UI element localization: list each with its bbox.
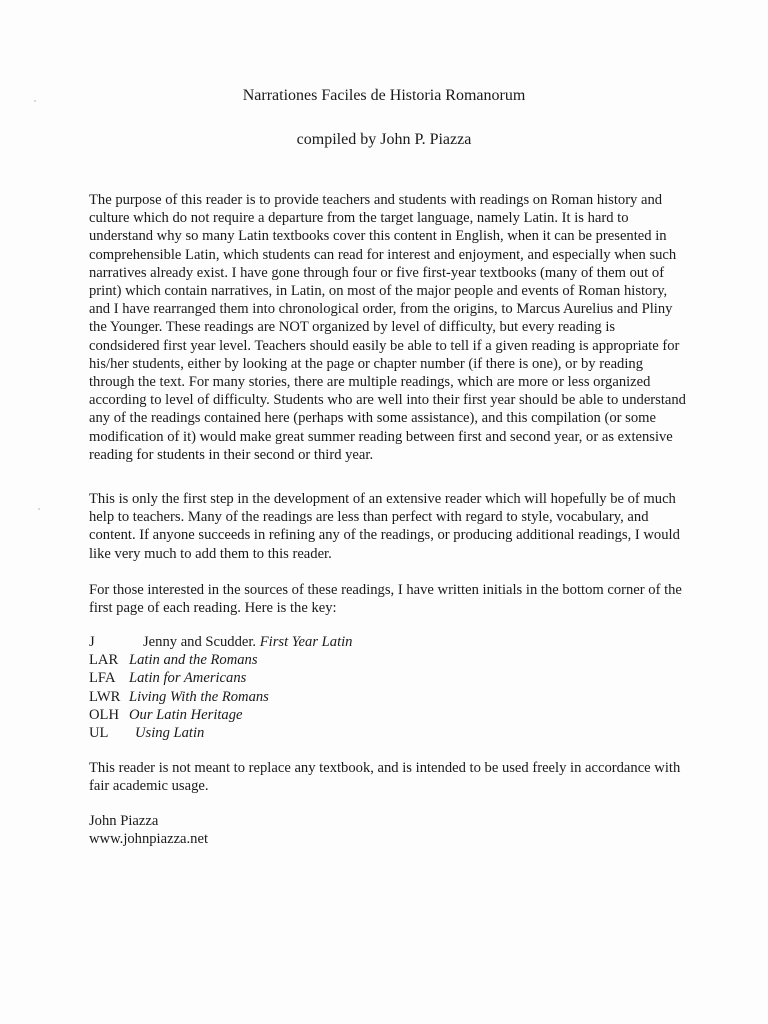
key-row xyxy=(89,706,689,724)
signature-block xyxy=(89,812,208,848)
scan-speck xyxy=(34,100,36,102)
key-row xyxy=(89,633,689,651)
key-title: Using Latin xyxy=(135,725,205,742)
paragraph-closing: This reader is not meant to replace any textbook, and is intended to be used freely in accordance with fair academic usage. xyxy=(89,760,681,795)
key-row xyxy=(89,669,689,687)
key-row xyxy=(89,651,689,669)
paragraph-sources: For those interested in the sources of these readings, I have written initials in the bottom corner of the first page of each reading. Here is the key: xyxy=(89,582,682,617)
key-row xyxy=(89,724,689,742)
document-title: Narrationes Faciles de Historia Romanorum xyxy=(242,87,526,104)
scan-speck xyxy=(38,508,40,510)
paragraph-first-step: This is only the first step in the development of an extensive reader which will hopefully be of much help to teachers. Many of the readings are less than perfect with regard to style, vocabulary, and content. If anyone succeeds in refining any of the readings, or producing additional readings, I would like very much to add them to this reader. xyxy=(89,491,680,562)
key-code: OLH xyxy=(89,706,119,723)
key-title: Latin for Americans xyxy=(129,670,247,687)
key-author: Jenny and Scudder. xyxy=(143,634,257,650)
key-title: Latin and the Romans xyxy=(129,652,258,669)
signature-website: www.johnpiazza.net xyxy=(89,831,209,848)
key-title: First Year Latin xyxy=(259,634,353,650)
paragraph-purpose: The purpose of this reader is to provide teachers and students with readings on Roman history and culture which do not require a departure from the target language, namely Latin. It is hard to understand why so many Latin textbooks cover this content in English, when it can be presented in comprehensible Latin, which students can read for interest and enjoyment, and especially when such narratives already exist. I have gone through four or five first-year textbooks (many of them out of print) which contain narratives, in Latin, on most of the major people and events of Roman history, and I have rearranged them into chronological order, from the origins, to Marcus Aurelius and Pliny the Younger. These readings are NOT organized by level of difficulty, but every reading is condsidered first year level. Teachers should easily be able to tell if a given reading is appropriate for his/her students, either by looking at the page or chapter number (if there is one), or by reading through the text. For many stories, there are multiple readings, which are more or less organized according to level of difficulty. Students who are well into their first year should be able to understand any of the readings contained here (perhaps with some assistance), and this compilation (or some modification of it) would make great summer reading between first and second year, or as extensive reading for students in their second or third year. xyxy=(89,192,686,463)
signature-name: John Piazza xyxy=(89,813,159,829)
key-code: LWR xyxy=(89,688,121,705)
document-subtitle: compiled by John P. Piazza xyxy=(296,131,472,148)
key-code: LAR xyxy=(89,652,119,669)
key-title: Living With the Romans xyxy=(129,688,269,705)
key-title: Our Latin Heritage xyxy=(129,706,243,723)
key-row xyxy=(89,688,689,706)
source-key-list xyxy=(89,633,689,742)
key-code: UL xyxy=(89,725,109,742)
key-code: LFA xyxy=(89,670,116,687)
key-code: J xyxy=(89,634,95,650)
